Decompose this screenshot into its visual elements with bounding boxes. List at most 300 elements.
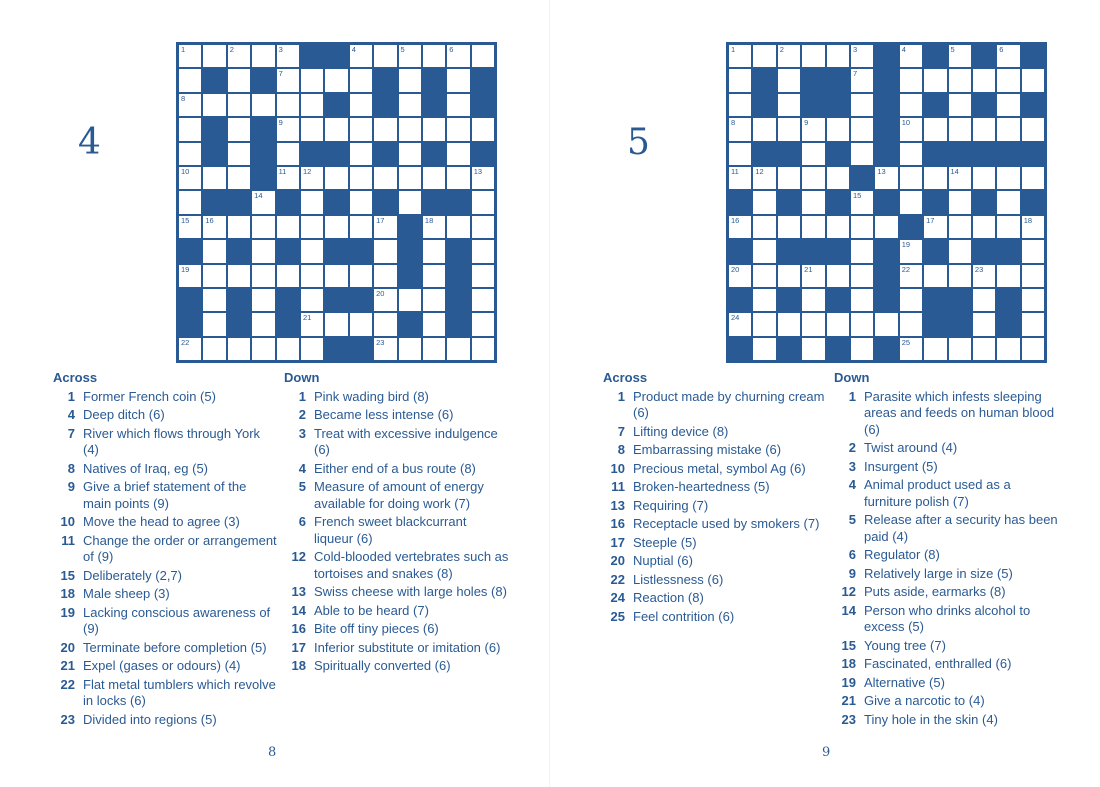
cell-number: 11 xyxy=(278,166,287,176)
grid-cell[interactable] xyxy=(422,215,446,239)
grid-cell[interactable] xyxy=(777,264,801,288)
grid-cell[interactable] xyxy=(349,190,373,214)
grid-block xyxy=(398,312,422,336)
grid-cell[interactable] xyxy=(1021,312,1045,336)
grid-cell[interactable] xyxy=(728,44,752,68)
grid-cell[interactable] xyxy=(324,312,348,336)
grid-cell[interactable] xyxy=(948,264,972,288)
grid-cell[interactable] xyxy=(752,239,776,263)
grid-cell[interactable] xyxy=(752,288,776,312)
down-clue xyxy=(834,389,1059,439)
grid-cell[interactable] xyxy=(251,312,275,336)
grid-cell[interactable] xyxy=(398,93,422,117)
grid-cell[interactable] xyxy=(996,337,1020,361)
grid-block xyxy=(227,288,251,312)
grid-cell[interactable] xyxy=(178,264,202,288)
grid-cell[interactable] xyxy=(251,190,275,214)
grid-cell[interactable] xyxy=(446,215,470,239)
grid-cell[interactable] xyxy=(850,190,874,214)
grid-cell[interactable] xyxy=(349,93,373,117)
grid-cell[interactable] xyxy=(471,190,495,214)
grid-cell[interactable] xyxy=(446,44,470,68)
grid-cell[interactable] xyxy=(202,264,226,288)
grid-cell[interactable] xyxy=(422,166,446,190)
grid-cell[interactable] xyxy=(349,312,373,336)
grid-cell[interactable] xyxy=(826,44,850,68)
grid-cell[interactable] xyxy=(422,239,446,263)
grid-cell[interactable] xyxy=(178,93,202,117)
clue-number: 4 xyxy=(67,407,75,422)
grid-cell[interactable] xyxy=(801,142,825,166)
grid-block xyxy=(752,142,776,166)
grid-cell[interactable] xyxy=(178,117,202,141)
grid-block xyxy=(826,288,850,312)
grid-block xyxy=(422,68,446,92)
cell-number: 3 xyxy=(852,45,858,54)
across-clue xyxy=(53,658,278,675)
grid-cell[interactable] xyxy=(923,215,947,239)
grid-cell[interactable] xyxy=(826,166,850,190)
grid-cell[interactable] xyxy=(777,44,801,68)
grid-cell[interactable] xyxy=(300,264,324,288)
grid-cell[interactable] xyxy=(422,312,446,336)
clue-text: Inferior substitute or imitation (6) xyxy=(314,639,501,655)
grid-cell[interactable] xyxy=(899,93,923,117)
across-clue xyxy=(53,426,278,459)
grid-cell[interactable] xyxy=(227,93,251,117)
grid-cell[interactable] xyxy=(801,117,825,141)
grid-cell[interactable] xyxy=(471,117,495,141)
grid-cell[interactable] xyxy=(728,68,752,92)
grid-cell[interactable] xyxy=(202,312,226,336)
grid-block xyxy=(874,117,898,141)
grid-cell[interactable] xyxy=(899,264,923,288)
grid-cell[interactable] xyxy=(728,312,752,336)
grid-cell[interactable] xyxy=(446,93,470,117)
grid-cell[interactable] xyxy=(1021,215,1045,239)
clue-text: River which flows through York (4) xyxy=(83,425,261,457)
grid-cell[interactable] xyxy=(972,288,996,312)
grid-block xyxy=(826,239,850,263)
grid-cell[interactable] xyxy=(446,117,470,141)
grid-block xyxy=(251,166,275,190)
grid-cell[interactable] xyxy=(373,337,397,361)
grid-cell[interactable] xyxy=(202,215,226,239)
grid-cell[interactable] xyxy=(899,288,923,312)
grid-cell[interactable] xyxy=(752,117,776,141)
grid-cell[interactable] xyxy=(398,68,422,92)
grid-block xyxy=(324,337,348,361)
grid-cell[interactable] xyxy=(349,44,373,68)
clue-text: Either end of a bus route (8) xyxy=(314,460,476,476)
grid-cell[interactable] xyxy=(422,117,446,141)
clue-text: Terminate before completion (5) xyxy=(83,639,267,655)
grid-cell[interactable] xyxy=(202,288,226,312)
grid-cell[interactable] xyxy=(227,68,251,92)
grid-cell[interactable] xyxy=(923,117,947,141)
grid-block xyxy=(801,93,825,117)
grid-cell[interactable] xyxy=(923,68,947,92)
grid-cell[interactable] xyxy=(178,44,202,68)
grid-cell[interactable] xyxy=(471,44,495,68)
grid-cell[interactable] xyxy=(728,215,752,239)
grid-cell[interactable] xyxy=(471,239,495,263)
grid-cell[interactable] xyxy=(801,215,825,239)
grid-cell[interactable] xyxy=(996,93,1020,117)
grid-block xyxy=(801,68,825,92)
grid-cell[interactable] xyxy=(996,264,1020,288)
grid-cell[interactable] xyxy=(276,117,300,141)
grid-cell[interactable] xyxy=(850,239,874,263)
grid-cell[interactable] xyxy=(996,215,1020,239)
clue-text: Expel (gases or odours) (4) xyxy=(83,658,241,673)
grid-block xyxy=(972,239,996,263)
grid-cell[interactable] xyxy=(752,190,776,214)
grid-cell[interactable] xyxy=(471,166,495,190)
grid-cell[interactable] xyxy=(850,312,874,336)
grid-cell[interactable] xyxy=(227,142,251,166)
grid-cell[interactable] xyxy=(801,190,825,214)
grid-cell[interactable] xyxy=(899,190,923,214)
grid-cell[interactable] xyxy=(349,264,373,288)
grid-cell[interactable] xyxy=(324,117,348,141)
clue-text: Person who drinks alcohol to excess (5) xyxy=(864,602,1031,634)
clue-number: 20 xyxy=(60,639,75,655)
grid-cell[interactable] xyxy=(202,239,226,263)
grid-cell[interactable] xyxy=(349,117,373,141)
grid-cell[interactable] xyxy=(948,239,972,263)
grid-cell[interactable] xyxy=(728,93,752,117)
cell-number: 4 xyxy=(901,45,906,54)
grid-cell[interactable] xyxy=(850,44,874,68)
grid-cell[interactable] xyxy=(398,288,422,312)
grid-cell[interactable] xyxy=(471,264,495,288)
grid-cell[interactable] xyxy=(948,117,972,141)
grid-cell[interactable] xyxy=(777,93,801,117)
grid-cell[interactable] xyxy=(373,166,397,190)
grid-cell[interactable] xyxy=(948,44,972,68)
grid-cell[interactable] xyxy=(801,264,825,288)
grid-cell[interactable] xyxy=(349,68,373,92)
grid-block xyxy=(777,142,801,166)
grid-block xyxy=(972,190,996,214)
clue-number: 10 xyxy=(610,460,625,476)
grid-cell[interactable] xyxy=(996,166,1020,190)
grid-cell[interactable] xyxy=(398,44,422,68)
grid-cell[interactable] xyxy=(972,264,996,288)
grid-cell[interactable] xyxy=(777,68,801,92)
grid-cell[interactable] xyxy=(923,264,947,288)
grid-cell[interactable] xyxy=(972,117,996,141)
grid-block xyxy=(777,239,801,263)
grid-cell[interactable] xyxy=(251,93,275,117)
grid-cell[interactable] xyxy=(276,142,300,166)
grid-cell[interactable] xyxy=(899,239,923,263)
clue-text: Insurgent (5) xyxy=(864,458,938,474)
grid-cell[interactable] xyxy=(300,117,324,141)
grid-cell[interactable] xyxy=(777,312,801,336)
grid-cell[interactable] xyxy=(251,337,275,361)
grid-cell[interactable] xyxy=(948,190,972,214)
grid-cell[interactable] xyxy=(422,44,446,68)
grid-block xyxy=(373,68,397,92)
grid-cell[interactable] xyxy=(373,117,397,141)
cell-number: 13 xyxy=(473,166,483,176)
grid-cell[interactable] xyxy=(324,264,348,288)
grid-cell[interactable] xyxy=(752,215,776,239)
grid-cell[interactable] xyxy=(923,166,947,190)
grid-cell[interactable] xyxy=(471,337,495,361)
grid-cell[interactable] xyxy=(899,337,923,361)
grid-cell[interactable] xyxy=(899,312,923,336)
grid-cell[interactable] xyxy=(373,312,397,336)
grid-cell[interactable] xyxy=(801,288,825,312)
clue-text: Flat metal tumblers which revolve in locks (6) xyxy=(83,676,276,708)
grid-cell[interactable] xyxy=(1021,166,1045,190)
grid-cell[interactable] xyxy=(202,337,226,361)
cell-number: 2 xyxy=(779,45,784,54)
grid-cell[interactable] xyxy=(276,44,300,68)
grid-cell[interactable] xyxy=(471,312,495,336)
grid-cell[interactable] xyxy=(801,166,825,190)
grid-cell[interactable] xyxy=(398,166,422,190)
clue-number: 1 xyxy=(298,388,306,404)
grid-cell[interactable] xyxy=(1021,288,1045,312)
grid-cell[interactable] xyxy=(276,215,300,239)
grid-cell[interactable] xyxy=(227,337,251,361)
grid-cell[interactable] xyxy=(324,166,348,190)
grid-cell[interactable] xyxy=(1021,264,1045,288)
cell-number: 6 xyxy=(449,45,454,54)
grid-cell[interactable] xyxy=(446,142,470,166)
clue-number: 4 xyxy=(848,477,856,492)
grid-cell[interactable] xyxy=(923,337,947,361)
grid-block xyxy=(324,288,348,312)
grid-cell[interactable] xyxy=(227,166,251,190)
grid-cell[interactable] xyxy=(251,239,275,263)
grid-cell[interactable] xyxy=(300,68,324,92)
grid-cell[interactable] xyxy=(446,166,470,190)
grid-cell[interactable] xyxy=(300,312,324,336)
grid-cell[interactable] xyxy=(826,215,850,239)
grid-cell[interactable] xyxy=(349,142,373,166)
clue-text: Broken-heartedness (5) xyxy=(633,479,770,494)
grid-block xyxy=(276,312,300,336)
grid-block xyxy=(202,190,226,214)
grid-cell[interactable] xyxy=(850,117,874,141)
clue-number: 3 xyxy=(298,425,306,441)
grid-cell[interactable] xyxy=(227,264,251,288)
grid-cell[interactable] xyxy=(202,93,226,117)
grid-cell[interactable] xyxy=(801,44,825,68)
grid-cell[interactable] xyxy=(850,215,874,239)
grid-cell[interactable] xyxy=(300,93,324,117)
grid-cell[interactable] xyxy=(178,142,202,166)
grid-cell[interactable] xyxy=(850,337,874,361)
grid-cell[interactable] xyxy=(276,68,300,92)
grid-cell[interactable] xyxy=(826,117,850,141)
clue-text: Reaction (8) xyxy=(633,590,704,605)
grid-cell[interactable] xyxy=(874,215,898,239)
grid-cell[interactable] xyxy=(752,264,776,288)
grid-cell[interactable] xyxy=(202,44,226,68)
grid-cell[interactable] xyxy=(752,166,776,190)
grid-cell[interactable] xyxy=(300,337,324,361)
grid-cell[interactable] xyxy=(398,142,422,166)
grid-cell[interactable] xyxy=(728,264,752,288)
grid-cell[interactable] xyxy=(398,190,422,214)
grid-cell[interactable] xyxy=(227,44,251,68)
grid-cell[interactable] xyxy=(300,288,324,312)
grid-cell[interactable] xyxy=(899,117,923,141)
grid-cell[interactable] xyxy=(1021,337,1045,361)
grid-cell[interactable] xyxy=(373,44,397,68)
grid-cell[interactable] xyxy=(777,215,801,239)
grid-cell[interactable] xyxy=(850,288,874,312)
grid-cell[interactable] xyxy=(972,166,996,190)
grid-cell[interactable] xyxy=(899,142,923,166)
clue-text: Give a brief statement of the main points (9) xyxy=(83,479,247,511)
clue-text: Natives of Iraq, eg (5) xyxy=(83,460,208,476)
cell-number: 5 xyxy=(400,45,405,54)
grid-cell[interactable] xyxy=(728,142,752,166)
grid-block xyxy=(874,44,898,68)
grid-cell[interactable] xyxy=(948,93,972,117)
grid-cell[interactable] xyxy=(728,166,752,190)
grid-cell[interactable] xyxy=(178,215,202,239)
grid-cell[interactable] xyxy=(1021,117,1045,141)
down-clue xyxy=(834,566,1059,583)
grid-cell[interactable] xyxy=(826,312,850,336)
grid-cell[interactable] xyxy=(471,215,495,239)
grid-cell[interactable] xyxy=(826,264,850,288)
clue-number: 8 xyxy=(67,460,75,476)
grid-cell[interactable] xyxy=(373,264,397,288)
grid-block xyxy=(972,142,996,166)
grid-block xyxy=(227,190,251,214)
grid-cell[interactable] xyxy=(422,264,446,288)
grid-cell[interactable] xyxy=(300,190,324,214)
grid-cell[interactable] xyxy=(948,68,972,92)
clue-text: Precious metal, symbol Ag (6) xyxy=(633,460,806,476)
grid-cell[interactable] xyxy=(422,337,446,361)
grid-cell[interactable] xyxy=(972,312,996,336)
grid-cell[interactable] xyxy=(874,312,898,336)
grid-block xyxy=(874,68,898,92)
grid-cell[interactable] xyxy=(398,117,422,141)
down-clue xyxy=(284,407,509,424)
grid-cell[interactable] xyxy=(373,215,397,239)
grid-cell[interactable] xyxy=(251,215,275,239)
grid-cell[interactable] xyxy=(996,44,1020,68)
clue-number: 1 xyxy=(617,388,625,404)
grid-cell[interactable] xyxy=(899,68,923,92)
grid-cell[interactable] xyxy=(324,68,348,92)
grid-cell[interactable] xyxy=(227,117,251,141)
grid-cell[interactable] xyxy=(227,215,251,239)
grid-cell[interactable] xyxy=(1021,68,1045,92)
grid-cell[interactable] xyxy=(850,68,874,92)
grid-cell[interactable] xyxy=(801,337,825,361)
grid-cell[interactable] xyxy=(850,93,874,117)
grid-cell[interactable] xyxy=(276,166,300,190)
grid-cell[interactable] xyxy=(752,337,776,361)
grid-cell[interactable] xyxy=(178,190,202,214)
grid-cell[interactable] xyxy=(276,93,300,117)
grid-cell[interactable] xyxy=(178,166,202,190)
grid-cell[interactable] xyxy=(752,44,776,68)
grid-cell[interactable] xyxy=(874,166,898,190)
grid-cell[interactable] xyxy=(349,166,373,190)
clue-number: 1 xyxy=(67,388,75,404)
clue-number: 10 xyxy=(60,514,75,529)
grid-cell[interactable] xyxy=(996,68,1020,92)
grid-cell[interactable] xyxy=(1021,239,1045,263)
cell-number: 9 xyxy=(804,118,809,128)
grid-block xyxy=(178,288,202,312)
grid-cell[interactable] xyxy=(899,44,923,68)
cell-number: 12 xyxy=(755,166,764,176)
grid-cell[interactable] xyxy=(202,166,226,190)
grid-cell[interactable] xyxy=(276,337,300,361)
grid-cell[interactable] xyxy=(972,68,996,92)
grid-cell[interactable] xyxy=(446,337,470,361)
clue-text: Animal product used as a furniture polish (7) xyxy=(864,477,1011,509)
crossword-grid-right[interactable] xyxy=(726,42,1047,363)
grid-cell[interactable] xyxy=(996,117,1020,141)
grid-cell[interactable] xyxy=(948,215,972,239)
grid-cell[interactable] xyxy=(850,264,874,288)
grid-cell[interactable] xyxy=(801,312,825,336)
grid-cell[interactable] xyxy=(471,288,495,312)
grid-cell[interactable] xyxy=(251,44,275,68)
grid-cell[interactable] xyxy=(251,264,275,288)
grid-cell[interactable] xyxy=(300,215,324,239)
grid-cell[interactable] xyxy=(948,166,972,190)
down-clue xyxy=(834,477,1059,510)
cell-number: 7 xyxy=(852,69,858,79)
grid-cell[interactable] xyxy=(777,166,801,190)
grid-cell[interactable] xyxy=(996,190,1020,214)
grid-cell[interactable] xyxy=(349,215,373,239)
puzzle-number-right: 5 xyxy=(627,122,650,163)
down-clue xyxy=(284,584,509,601)
grid-cell[interactable] xyxy=(972,215,996,239)
grid-cell[interactable] xyxy=(373,288,397,312)
grid-cell[interactable] xyxy=(324,215,348,239)
grid-cell[interactable] xyxy=(300,166,324,190)
grid-cell[interactable] xyxy=(178,337,202,361)
grid-cell[interactable] xyxy=(178,68,202,92)
clue-number: 4 xyxy=(298,460,306,476)
grid-cell[interactable] xyxy=(276,264,300,288)
crossword-grid-left[interactable] xyxy=(176,42,497,363)
grid-cell[interactable] xyxy=(948,337,972,361)
grid-cell[interactable] xyxy=(422,288,446,312)
grid-cell[interactable] xyxy=(251,288,275,312)
grid-cell[interactable] xyxy=(728,117,752,141)
grid-cell[interactable] xyxy=(398,337,422,361)
clue-number: 23 xyxy=(841,711,856,727)
grid-cell[interactable] xyxy=(899,166,923,190)
grid-cell[interactable] xyxy=(300,239,324,263)
grid-cell[interactable] xyxy=(752,312,776,336)
grid-cell[interactable] xyxy=(446,68,470,92)
grid-cell[interactable] xyxy=(850,142,874,166)
grid-cell[interactable] xyxy=(373,239,397,263)
grid-cell[interactable] xyxy=(972,337,996,361)
grid-cell[interactable] xyxy=(777,117,801,141)
